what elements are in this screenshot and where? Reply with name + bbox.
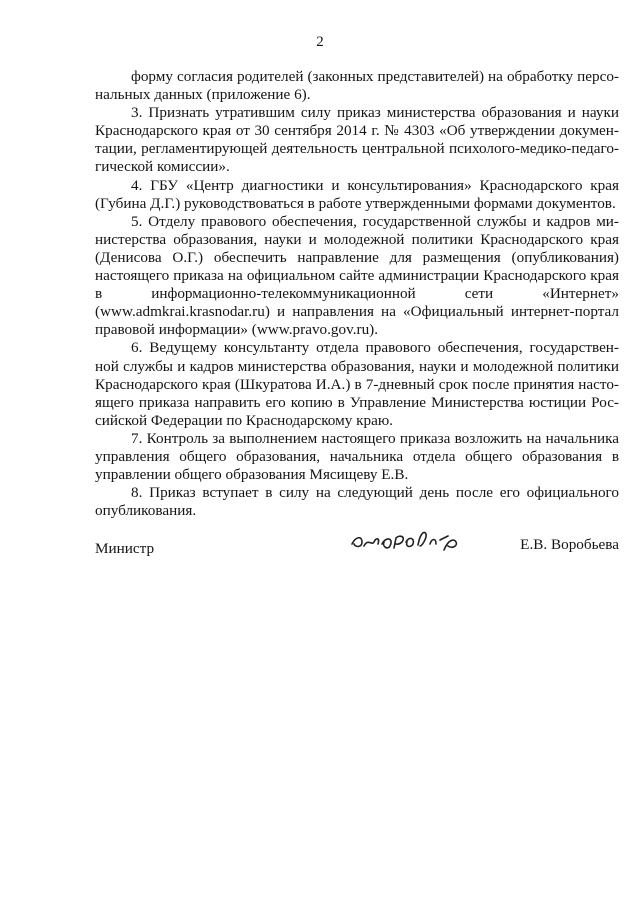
signer-name: Е.В. Воробьева (520, 536, 619, 553)
page-number: 2 (316, 34, 324, 50)
paragraph-consent-form: форму согласия родителей (законных представителей) на обработку персо-нальных данных (приложение 6). (95, 68, 619, 104)
paragraph-5: 5. Отделу правового обеспечения, государственной службы и кадров ми-нистерства образования, науки и молодежной политики Краснодарского края (Денисова О.Г.) обеспечить направление для размещения (опубликования) настоящего приказа на официальном сайте администрации Краснодарского края в информационно-телекоммуникационной сети «Интернет» (www.admkrai.krasnodar.ru) и направления на «Официальный интернет-портал правовой информации» (www.pravo.gov.ru). (95, 212, 619, 339)
paragraph-6: 6. Ведущему консультанту отдела правового обеспечения, государствен-ной службы и кадров министерства образования, науки и молодежной политики Краснодарского края (Шкуратова И.А.) в 7-дневный срок после принятия насто-ящего приказа направить его копию в Управление Министерства юстиции Рос-сийской Федерации по Краснодарскому краю. (95, 339, 619, 429)
signer-role: Министр (95, 540, 155, 557)
paragraph-8: 8. Приказ вступает в силу на следующий день после его официального опубликования. (95, 484, 619, 520)
signature-block (95, 530, 619, 570)
paragraph-7: 7. Контроль за выполнением настоящего приказа возложить на начальника управления общего образования, начальника отдела общего образования в управлении общего образования Мясищеву Е.В. (95, 429, 619, 484)
paragraph-4: 4. ГБУ «Центр диагностики и консультирования» Краснодарского края (Губина Д.Г.) руководствоваться в работе утвержденными формами документов. (95, 176, 619, 212)
document-body (95, 68, 619, 520)
paragraph-3: 3. Признать утратившим силу приказ министерства образования и науки Краснодарского края от 30 сентября 2014 г. № 4303 «Об утверждении докумен-тации, регламентирующей деятельность центральной психолого-медико-педаго-гической комиссии». (95, 104, 619, 176)
handwritten-signature (348, 522, 478, 562)
